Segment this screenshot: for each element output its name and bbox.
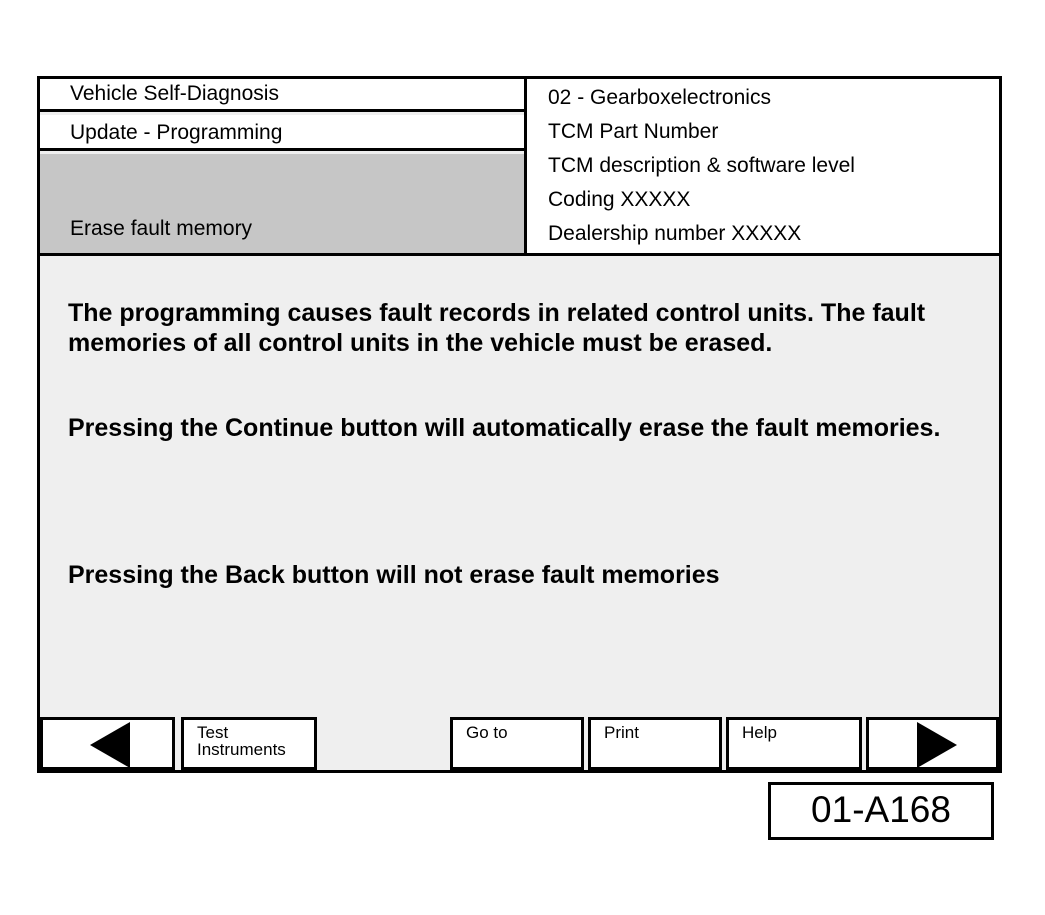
- info-line-dealership: Dealership number XXXXX: [548, 222, 802, 245]
- message-paragraph-3: Pressing the Back button will not erase fault memories: [68, 561, 720, 589]
- help-label: Help: [742, 723, 777, 742]
- button-bar: [40, 714, 999, 770]
- test-instruments-button[interactable]: [181, 717, 317, 770]
- back-button[interactable]: [40, 717, 175, 770]
- current-step-panel: [40, 154, 524, 253]
- header-mode: Update - Programming: [70, 121, 283, 144]
- header-divider: [40, 253, 999, 256]
- header-mode-row: [40, 115, 524, 151]
- message-paragraph-1: The programming causes fault records in related control units. The fault memories of all control units in the vehicle must be erased.: [68, 299, 926, 357]
- continue-button[interactable]: [866, 717, 999, 770]
- test-instruments-label-line2: Instruments: [197, 740, 286, 759]
- triangle-right-icon: [917, 722, 957, 768]
- current-step-label: Erase fault memory: [70, 217, 253, 240]
- test-instruments-label-line1: Test: [197, 723, 229, 742]
- header-left-panel: [40, 79, 527, 253]
- header-title-row: [40, 79, 524, 112]
- triangle-left-icon: [90, 722, 130, 768]
- print-label: Print: [604, 723, 639, 742]
- info-line-system: 02 - Gearboxelectronics: [548, 86, 771, 109]
- info-line-coding: Coding XXXXX: [548, 188, 691, 211]
- info-line-description: TCM description & software level: [548, 154, 855, 177]
- goto-label: Go to: [466, 723, 508, 742]
- help-button[interactable]: [726, 717, 862, 770]
- figure-label: 01-A168: [768, 782, 994, 840]
- goto-button[interactable]: [450, 717, 584, 770]
- header-info-panel: [527, 79, 999, 253]
- print-button[interactable]: [588, 717, 722, 770]
- header-title: Vehicle Self-Diagnosis: [70, 82, 279, 105]
- info-line-part-number: TCM Part Number: [548, 120, 719, 143]
- message-paragraph-2: Pressing the Continue button will automatically erase the fault memories.: [68, 414, 941, 442]
- diagnostic-screen: [37, 76, 1002, 773]
